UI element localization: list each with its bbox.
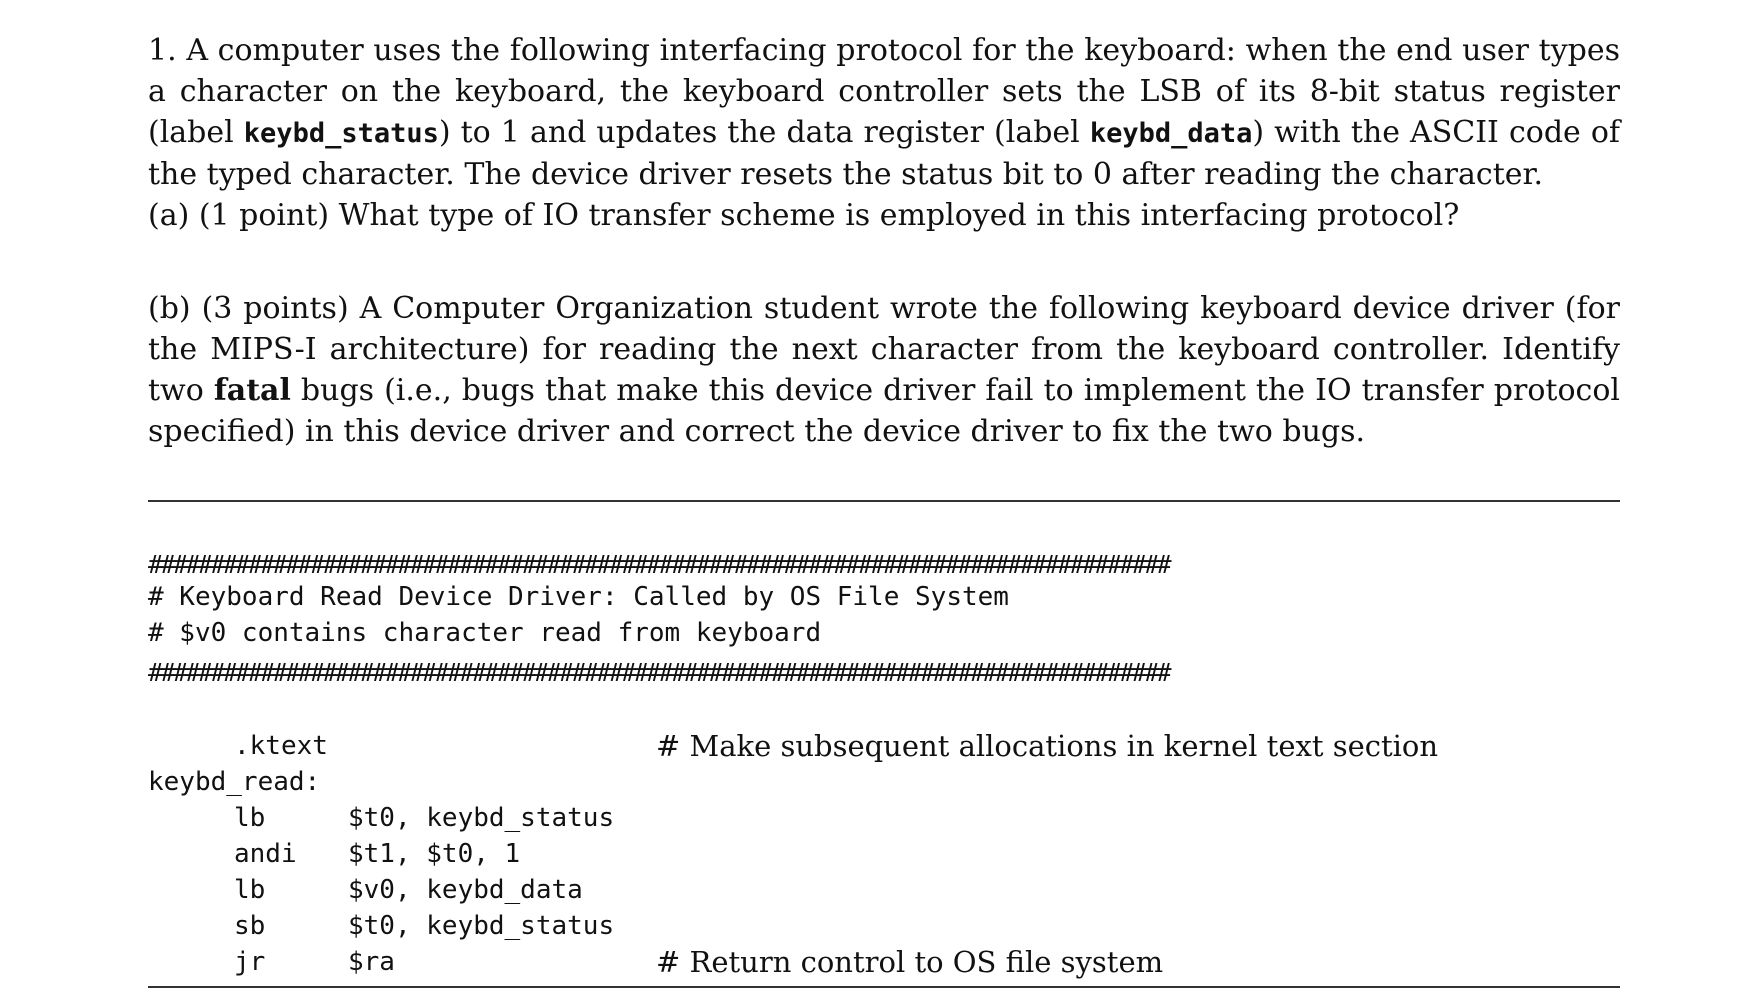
top-divider [148, 500, 1620, 502]
instruction-operands: $t0, keybd_status [348, 911, 615, 941]
bottom-divider [148, 986, 1620, 988]
question-intro [148, 30, 1620, 195]
instruction-opcode: sb [234, 911, 266, 941]
intro-text-3: ) with the ASCII code of the typed character. The device driver resets the status bit to 0 after reading the character. [148, 115, 1620, 192]
intro-text-2: ) to 1 and updates the data register (label [438, 115, 1090, 150]
hash-border-bottom: ################################################################################## [148, 658, 1170, 687]
instruction-line [148, 944, 1620, 980]
part-b-bold-word: fatal [213, 373, 291, 408]
function-label: keybd_read: [148, 767, 321, 797]
instruction-operands: $t1, $t0, 1 [348, 839, 521, 869]
code-header-line-2: # $v0 contains character read from keyboard [148, 618, 822, 648]
instruction-line [148, 836, 1620, 872]
instruction-opcode: lb [234, 803, 266, 833]
instruction-operands: $v0, keybd_data [348, 875, 583, 905]
part-b-text-1: (b) (3 points) A Computer Organization student wrote the following keyboard device driver (for the MIPS-I architecture) for reading the next character from the keyboard controller. Identify two [148, 291, 1620, 408]
instruction-opcode: andi [234, 839, 297, 869]
keybd-data-code: keybd_data [1089, 118, 1253, 149]
directive-line [148, 728, 1620, 764]
instruction-line [148, 800, 1620, 836]
code-header-line-1: # Keyboard Read Device Driver: Called by OS File System [148, 582, 1009, 612]
keybd-status-code: keybd_status [243, 118, 439, 149]
part-b-question [148, 288, 1620, 452]
part-a-question: (a) (1 point) What type of IO transfer scheme is employed in this interfacing protocol? [148, 198, 1460, 233]
ktext-directive: .ktext [234, 731, 328, 761]
instruction-line [148, 908, 1620, 944]
instruction-operands: $ra [348, 947, 395, 977]
part-b-text-2: bugs (i.e., bugs that make this device driver fail to implement the IO transfer protocol specified) in this device driver and correct the device driver to fix the two bugs. [148, 373, 1620, 449]
instruction-opcode: jr [234, 947, 266, 977]
instruction-opcode: lb [234, 875, 266, 905]
hash-border-top: ################################################################################## [148, 550, 1170, 579]
intro-text-1: 1. A computer uses the following interfacing protocol for the keyboard: when the end user types a character on the keyboard, the keyboard controller sets the LSB of its 8-bit status register (label [148, 33, 1620, 150]
instruction-line [148, 872, 1620, 908]
instruction-comment: # Return control to OS file system [656, 945, 1164, 979]
question-page [148, 30, 1620, 979]
directive-comment: # Make subsequent allocations in kernel text section [656, 729, 1439, 763]
instruction-operands: $t0, keybd_status [348, 803, 615, 833]
